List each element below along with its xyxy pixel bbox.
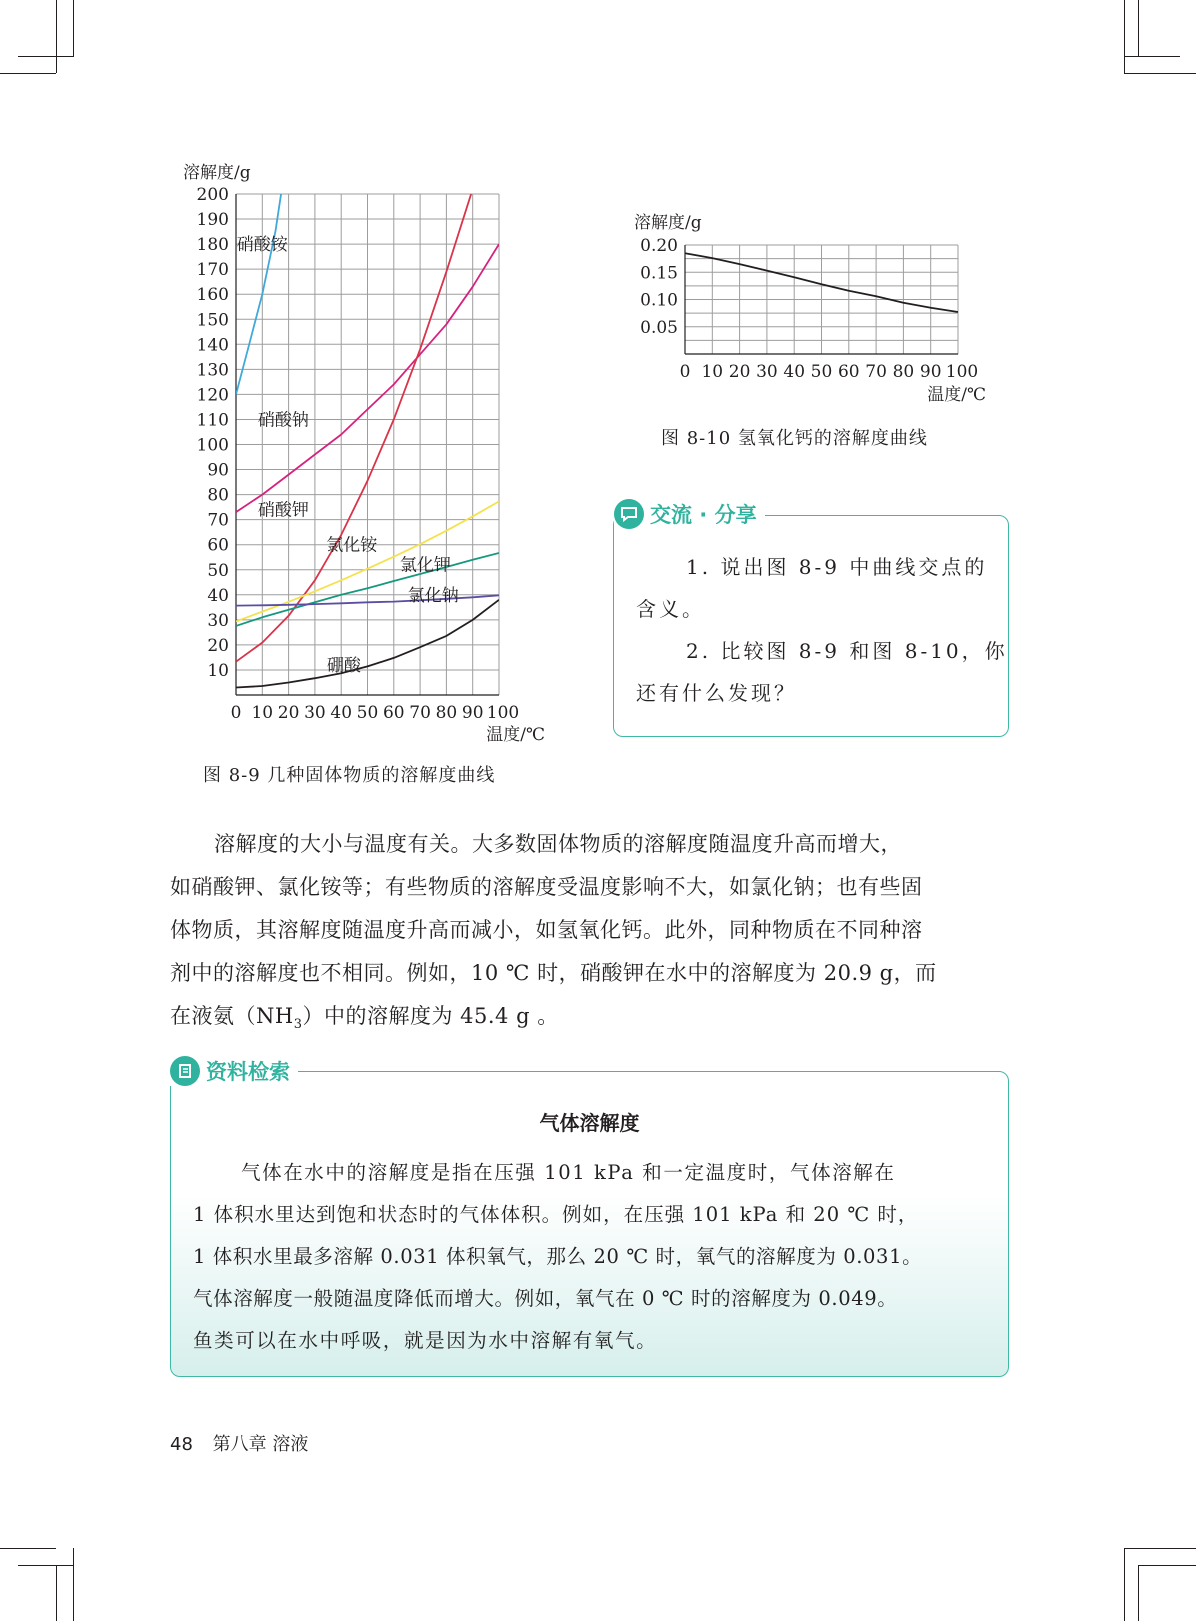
resource-line-2: 1 体积水里达到饱和状态时的气体体积。例如，在压强 101 kPa 和 20 ℃ 时，: [193, 1203, 919, 1226]
fig9-x-tick-label: 100: [486, 703, 520, 723]
fig9-series-label: 氯化钠: [407, 585, 459, 606]
page-footer: [170, 1430, 308, 1456]
crop-mark: [18, 1565, 74, 1566]
fig10-x-tick-label: 30: [756, 362, 778, 382]
figure-caption-8-10: 图 8-10 氢氧化钙的溶解度曲线: [661, 428, 928, 449]
body-line-5b: ）中的溶解度为 45.4 g 。: [302, 1004, 559, 1028]
resource-box-header: [170, 1056, 298, 1086]
fig9-y-tick-label: 100: [196, 435, 229, 456]
resource-box: [170, 1071, 1009, 1377]
fig10-x-tick-label: 100: [945, 362, 979, 382]
crop-mark: [1138, 1565, 1196, 1566]
resource-box-title: 资料检索: [206, 1060, 290, 1084]
resource-line-3: 1 体积水里最多溶解 0.031 体积氧气，那么 20 ℃ 时，氧气的溶解度为 0.031。: [193, 1245, 923, 1268]
fig9-x-tick-label: 60: [382, 703, 405, 723]
fig9-series-label: 硝酸钾: [257, 500, 309, 521]
fig9-y-tick-label: 20: [207, 635, 229, 656]
fig9-x-tick-label: 10: [251, 703, 274, 723]
resource-subtitle: 气体溶解度: [539, 1111, 640, 1135]
fig9-y-tick-label: 40: [207, 585, 229, 606]
question-1-line-2: 含义。: [636, 597, 705, 621]
fig10-x-tick-label: 20: [728, 362, 751, 382]
fig9-x-tick-label: 30: [304, 703, 326, 723]
calcium-hydroxide-chart-8-10: [0, 0, 1196, 420]
question-2-line-2: 还有什么发现？: [636, 681, 797, 705]
fig10-x-tick-label: 70: [865, 362, 887, 382]
fig9-y-tick-label: 190: [196, 210, 229, 231]
fig9-y-tick-label: 30: [207, 610, 229, 631]
fig9-x-tick-label: 50: [356, 703, 379, 723]
fig9-series-label: 氯化铵: [326, 535, 378, 556]
crop-mark: [1124, 1548, 1125, 1621]
fig9-y-axis-label: 溶解度/g: [183, 163, 251, 183]
fig9-x-axis-label: 温度/℃: [486, 725, 545, 745]
fig9-series-label: 硝酸钠: [257, 410, 309, 431]
fig9-x-tick-label: 80: [435, 703, 458, 723]
fig9-y-tick-label: 50: [207, 560, 229, 581]
fig9-series-label: 硼酸: [326, 655, 361, 676]
fig9-y-tick-label: 160: [196, 285, 229, 306]
crop-mark: [0, 1548, 56, 1549]
fig10-x-tick-label: 10: [701, 362, 724, 382]
fig9-y-tick-label: 140: [196, 335, 229, 356]
fig9-y-tick-label: 80: [207, 485, 229, 506]
fig9-series-label: 氯化钾: [399, 555, 451, 576]
fig10-x-tick-label: 80: [892, 362, 915, 382]
body-line-4: 剂中的溶解度也不相同。例如，10 ℃ 时，硝酸钾在水中的溶解度为 20.9 g，而: [170, 961, 937, 985]
body-line-1: 溶解度的大小与温度有关。大多数固体物质的溶解度随温度升高而增大，: [214, 832, 902, 856]
fig10-x-axis-label: 温度/℃: [927, 385, 986, 405]
fig10-y-tick-label: 0.10: [640, 290, 678, 311]
crop-mark: [1138, 1565, 1139, 1621]
resource-line-4: 气体溶解度一般随温度降低而增大。例如，氧气在 0 ℃ 时的溶解度为 0.049。: [193, 1287, 898, 1310]
fig9-y-tick-label: 130: [196, 360, 229, 381]
fig9-x-tick-label: 20: [277, 703, 300, 723]
fig9-y-tick-label: 10: [207, 660, 229, 681]
crop-mark: [1124, 1548, 1196, 1549]
fig9-x-tick-label: 40: [330, 703, 353, 723]
question-1-line-1: 1. 说出图 8-9 中曲线交点的: [686, 555, 988, 579]
fig9-y-tick-label: 70: [207, 510, 229, 531]
fig10-x-tick-label: 60: [837, 362, 860, 382]
crop-mark: [73, 1548, 74, 1621]
fig9-y-tick-label: 150: [196, 310, 229, 331]
body-line-5: [170, 995, 1008, 1046]
figure-caption-8-9: 图 8-9 几种固体物质的溶解度曲线: [203, 765, 496, 786]
fig9-y-tick-label: 120: [196, 385, 229, 406]
share-box-header: [614, 499, 765, 529]
fig10-x-tick-label: 40: [783, 362, 806, 382]
fig9-x-tick-label: 90: [461, 703, 484, 723]
page-number: 48: [170, 1434, 193, 1455]
fig9-y-tick-label: 170: [196, 260, 229, 281]
fig9-x-tick-label: 70: [409, 703, 431, 723]
subscript-3: 3: [293, 1017, 303, 1033]
body-line-5a: 在液氨（NH: [170, 1004, 294, 1028]
fig9-y-tick-label: 60: [207, 535, 229, 556]
resource-line-1: 气体在水中的溶解度是指在压强 101 kPa 和一定温度时，气体溶解在: [241, 1161, 896, 1184]
chapter-title: 第八章 溶液: [212, 1434, 309, 1455]
crop-mark: [56, 1565, 57, 1621]
body-line-3: 体物质，其溶解度随温度升高而减小，如氢氧化钙。此外，同种物质在不同种溶: [170, 918, 923, 942]
fig9-y-tick-label: 200: [196, 185, 229, 205]
fig10-y-tick-label: 0.20: [640, 236, 678, 256]
resource-line-5: 鱼类可以在水中呼吸，就是因为水中溶解有氧气。: [193, 1329, 658, 1352]
fig9-y-tick-label: 90: [207, 460, 229, 481]
fig10-y-tick-label: 0.15: [640, 263, 678, 284]
fig10-x-tick-label: 0: [679, 362, 691, 382]
fig10-x-tick-label: 90: [919, 362, 942, 382]
book-icon: [170, 1056, 200, 1086]
share-box-title: 交流 · 分享: [650, 503, 757, 527]
question-2-line-1: 2. 比较图 8-9 和图 8-10，你: [686, 639, 1008, 663]
fig9-y-tick-label: 110: [196, 410, 229, 431]
fig10-y-tick-label: 0.05: [640, 317, 678, 338]
fig10-y-axis-label: 溶解度/g: [634, 213, 702, 233]
chat-bubble-icon: [614, 499, 644, 529]
share-box: [613, 515, 1009, 737]
fig9-series-label: 硝酸铵: [236, 235, 288, 256]
body-line-2: 如硝酸钾、氯化铵等；有些物质的溶解度受温度影响不大，如氯化钠；也有些固: [170, 875, 923, 899]
fig10-x-tick-label: 50: [810, 362, 833, 382]
fig9-x-tick-label: 0: [230, 703, 242, 723]
fig9-y-tick-label: 180: [196, 235, 229, 256]
